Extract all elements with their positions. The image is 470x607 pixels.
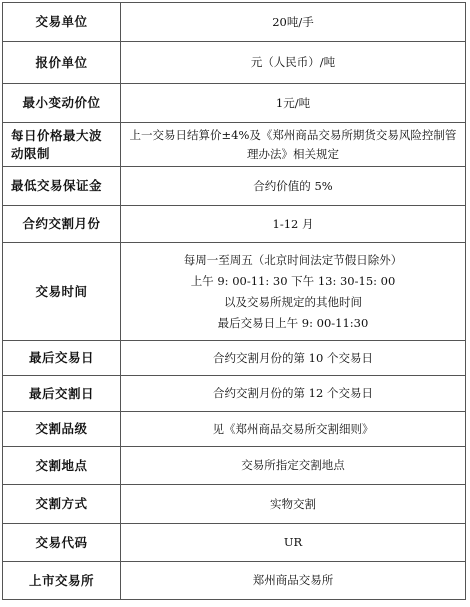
row-label: 交易代码: [3, 524, 121, 562]
row-value: [121, 447, 466, 485]
row-value: [121, 485, 466, 524]
value-line: 每周一至周五（北京时间法定节假日除外）: [183, 252, 403, 267]
row-label: 最低交易保证金: [3, 167, 121, 206]
row-value: [121, 524, 466, 562]
value-line: 见《郑州商品交易所交割细则》: [212, 421, 374, 436]
value-line: 交易所指定交割地点: [241, 458, 345, 472]
value-line: UR: [283, 535, 303, 549]
row-value: [121, 123, 466, 167]
table-row: [3, 243, 466, 341]
row-label: 交易单位: [3, 3, 121, 42]
table-row: [3, 42, 466, 84]
row-value: [121, 84, 466, 123]
table-row: [3, 123, 466, 167]
table-row: [3, 447, 466, 485]
row-label: 上市交易所: [3, 562, 121, 600]
row-label: 交割方式: [3, 485, 121, 524]
value-line: 合约交割月份的第 10 个交易日: [213, 350, 373, 365]
row-value: [121, 206, 466, 243]
table-row: [3, 3, 466, 42]
row-label: 每日价格最大波动限制: [3, 123, 121, 167]
table-row: [3, 84, 466, 123]
row-value: [121, 167, 466, 206]
value-line: 1-12 月: [272, 216, 314, 231]
table-row: [3, 524, 466, 562]
value-line: 合约价值的 5%: [253, 178, 333, 193]
row-label: 合约交割月份: [3, 206, 121, 243]
row-value: [121, 3, 466, 42]
row-label: 最后交易日: [3, 341, 121, 376]
contract-spec-table: [2, 2, 466, 600]
row-label: 最后交割日: [3, 376, 121, 412]
table-row: [3, 562, 466, 600]
row-value: [121, 562, 466, 600]
row-value: [121, 42, 466, 84]
value-line: 上一交易日结算价±4%及《郑州商品交易所期货交易风险控制管理办法》相关规定: [129, 127, 457, 161]
value-line: 郑州商品交易所: [252, 573, 334, 587]
value-line: 合约交割月份的第 12 个交易日: [213, 386, 373, 400]
row-label: 最小变动价位: [3, 84, 121, 123]
row-label: 交割品级: [3, 412, 121, 447]
table-row: [3, 341, 466, 376]
row-value: [121, 243, 466, 341]
row-value: [121, 376, 466, 412]
table-row: [3, 412, 466, 447]
row-label: 报价单位: [3, 42, 121, 84]
table-row: [3, 485, 466, 524]
value-line: 最后交易日上午 9: 00-11:30: [217, 315, 369, 330]
table-row: [3, 376, 466, 412]
row-value: [121, 412, 466, 447]
value-line: 元（人民币）/吨: [250, 55, 336, 69]
value-line: 以及交易所规定的其他时间: [224, 294, 362, 309]
value-line: 实物交割: [270, 496, 316, 511]
row-label: 交易时间: [3, 243, 121, 341]
value-line: 上午 9: 00-11: 30 下午 13: 30-15: 00: [190, 273, 396, 288]
value-line: 1元/吨: [275, 95, 311, 110]
row-value: [121, 341, 466, 376]
value-line: 20吨/手: [272, 14, 314, 29]
table-row: [3, 167, 466, 206]
row-label: 交割地点: [3, 447, 121, 485]
table-row: [3, 206, 466, 243]
